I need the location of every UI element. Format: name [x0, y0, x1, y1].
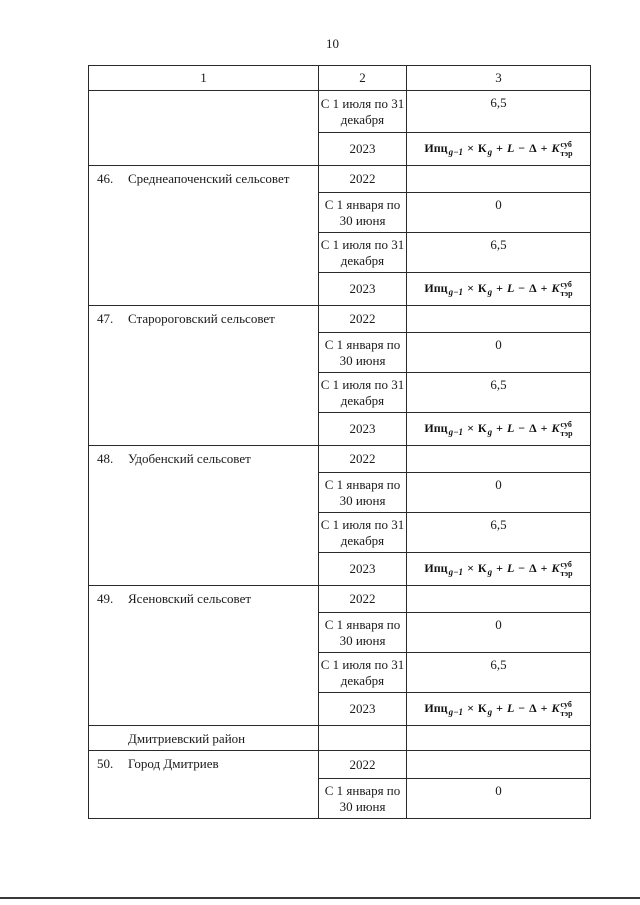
value-cell: [407, 413, 591, 446]
formula-plus: +: [540, 280, 548, 295]
value-cell: 6,5: [407, 373, 591, 413]
value-cell: 6,5: [407, 513, 591, 553]
formula-ipc: Ипц: [424, 420, 448, 435]
formula-l: L: [506, 280, 515, 295]
period-cell: С 1 января по 30 июня: [319, 473, 407, 513]
period-cell: С 1 июля по 31 декабря: [319, 91, 407, 133]
value-cell: 0: [407, 193, 591, 233]
tariff-table: [88, 65, 591, 819]
settlement-number: 46.: [97, 171, 114, 186]
formula-ipc-sub: g−1: [448, 146, 464, 157]
settlement-name: Среднеапоченский сельсовет: [128, 171, 290, 186]
formula-k-ter-scripts: [561, 560, 573, 578]
formula-k-ter: K: [551, 420, 560, 435]
settlement-name: Старороговский сельсовет: [128, 311, 275, 326]
formula-k: К: [477, 420, 487, 435]
column-header-1: 1: [89, 66, 319, 91]
period-cell: С 1 июля по 31 декабря: [319, 373, 407, 413]
settlement-cell: [89, 586, 319, 726]
formula-k-ter-scripts: [561, 140, 573, 158]
value-cell: [407, 306, 591, 333]
formula-sup: суб: [560, 699, 572, 709]
formula-k-ter: K: [551, 700, 560, 715]
column-header-2: 2: [319, 66, 407, 91]
period-cell: 2023: [319, 273, 407, 306]
formula-times: ×: [467, 280, 474, 295]
formula-ipc: Ипц: [424, 700, 448, 715]
formula-k-sub: g: [487, 706, 493, 717]
formula-plus: +: [540, 560, 548, 575]
value-cell: 0: [407, 333, 591, 373]
value-cell: [407, 446, 591, 473]
value-cell: [407, 166, 591, 193]
tariff-formula: [424, 420, 572, 439]
settlement-number: 49.: [97, 591, 114, 606]
formula-sup: суб: [560, 139, 572, 149]
district-name: Дмитриевский район: [128, 731, 246, 746]
formula-delta: Δ: [529, 420, 537, 435]
formula-k-sub: g: [487, 146, 493, 157]
formula-k-ter: K: [551, 140, 560, 155]
formula-ipc-sub: g−1: [448, 426, 464, 437]
period-cell: С 1 января по 30 июня: [319, 613, 407, 653]
formula-delta: Δ: [529, 560, 537, 575]
period-cell: 2022: [319, 751, 407, 779]
formula-sup: суб: [560, 419, 572, 429]
formula-ipc: Ипц: [424, 560, 448, 575]
value-cell: [407, 586, 591, 613]
settlement-cell: [89, 91, 319, 166]
period-cell: С 1 июля по 31 декабря: [319, 653, 407, 693]
formula-l: L: [506, 140, 515, 155]
formula-k: К: [477, 560, 487, 575]
formula-sub: тэр: [560, 428, 573, 438]
settlement-name: Ясеновский сельсовет: [128, 591, 252, 606]
formula-sup: суб: [560, 559, 572, 569]
value-cell: [407, 751, 591, 779]
settlement-cell: [89, 446, 319, 586]
tariff-formula: [424, 280, 572, 299]
period-cell: 2022: [319, 166, 407, 193]
formula-plus: +: [540, 140, 548, 155]
formula-minus: −: [518, 280, 526, 295]
formula-sub: тэр: [560, 288, 573, 298]
value-cell: 0: [407, 779, 591, 819]
formula-minus: −: [518, 420, 526, 435]
formula-plus: +: [496, 140, 503, 155]
formula-k-ter: K: [551, 280, 560, 295]
formula-times: ×: [467, 420, 474, 435]
settlement-cell: [89, 166, 319, 306]
period-cell: С 1 января по 30 июня: [319, 779, 407, 819]
formula-k-ter-scripts: [561, 420, 573, 438]
period-cell: 2023: [319, 413, 407, 446]
formula-k-sub: g: [487, 566, 493, 577]
column-header-3: 3: [407, 66, 591, 91]
period-cell: 2023: [319, 553, 407, 586]
formula-delta: Δ: [529, 280, 537, 295]
formula-plus: +: [496, 420, 503, 435]
tariff-formula: [424, 560, 572, 579]
formula-k-ter: K: [551, 560, 560, 575]
formula-ipc: Ипц: [424, 280, 448, 295]
formula-plus: +: [496, 280, 503, 295]
tariff-formula: [424, 140, 572, 159]
formula-sub: тэр: [560, 148, 573, 158]
value-cell: [407, 693, 591, 726]
value-cell: [407, 133, 591, 166]
formula-ipc-sub: g−1: [448, 566, 464, 577]
settlement-cell: [89, 751, 319, 819]
formula-plus: +: [496, 700, 503, 715]
formula-plus: +: [496, 560, 503, 575]
value-cell: 6,5: [407, 233, 591, 273]
formula-ipc-sub: g−1: [448, 286, 464, 297]
formula-ipc: Ипц: [424, 140, 448, 155]
value-cell: [407, 726, 591, 751]
formula-k: К: [477, 280, 487, 295]
value-cell: 0: [407, 473, 591, 513]
value-cell: [407, 553, 591, 586]
formula-plus: +: [540, 420, 548, 435]
formula-times: ×: [467, 700, 474, 715]
settlement-number: 50.: [97, 756, 114, 771]
formula-sub: тэр: [560, 708, 573, 718]
formula-times: ×: [467, 560, 474, 575]
page-number: 10: [326, 36, 339, 51]
period-cell: 2022: [319, 446, 407, 473]
scan-edge-line: [0, 897, 640, 899]
settlement-number: 48.: [97, 451, 114, 466]
settlement-name: Удобенский сельсовет: [128, 451, 251, 466]
formula-minus: −: [518, 140, 526, 155]
value-cell: 0: [407, 613, 591, 653]
tariff-formula: [424, 700, 572, 719]
formula-minus: −: [518, 700, 526, 715]
period-cell: 2022: [319, 306, 407, 333]
period-cell: С 1 июля по 31 декабря: [319, 233, 407, 273]
formula-ipc-sub: g−1: [448, 706, 464, 717]
period-cell: 2023: [319, 693, 407, 726]
formula-l: L: [506, 700, 515, 715]
formula-times: ×: [467, 140, 474, 155]
period-cell: С 1 января по 30 июня: [319, 193, 407, 233]
formula-k: К: [477, 140, 487, 155]
formula-sup: суб: [560, 279, 572, 289]
period-cell: [319, 726, 407, 751]
settlement-name: Город Дмитриев: [128, 756, 219, 771]
formula-l: L: [506, 560, 515, 575]
settlement-number: 47.: [97, 311, 114, 326]
formula-plus: +: [540, 700, 548, 715]
formula-k-sub: g: [487, 426, 493, 437]
formula-k: К: [477, 700, 487, 715]
value-cell: 6,5: [407, 653, 591, 693]
district-cell: [89, 726, 319, 751]
formula-k-ter-scripts: [561, 280, 573, 298]
period-cell: С 1 января по 30 июня: [319, 333, 407, 373]
formula-l: L: [506, 420, 515, 435]
formula-sub: тэр: [560, 568, 573, 578]
value-cell: [407, 273, 591, 306]
period-cell: С 1 июля по 31 декабря: [319, 513, 407, 553]
period-cell: 2022: [319, 586, 407, 613]
formula-delta: Δ: [529, 700, 537, 715]
value-cell: 6,5: [407, 91, 591, 133]
formula-delta: Δ: [529, 140, 537, 155]
settlement-cell: [89, 306, 319, 446]
formula-minus: −: [518, 560, 526, 575]
period-cell: 2023: [319, 133, 407, 166]
formula-k-ter-scripts: [561, 700, 573, 718]
formula-k-sub: g: [487, 286, 493, 297]
